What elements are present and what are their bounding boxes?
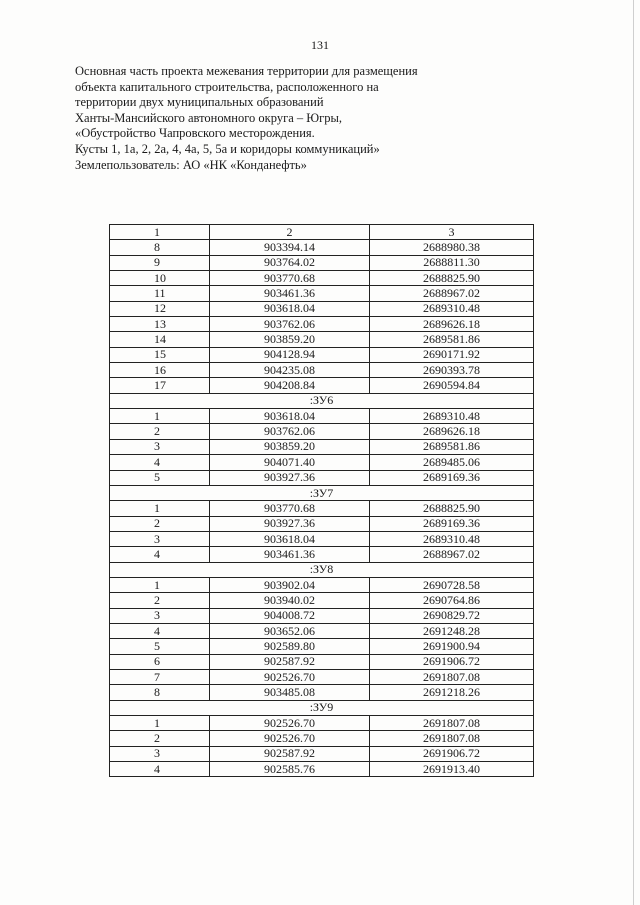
y-coordinate-cell: 2688980.38 [370,240,534,255]
point-number-cell: 15 [110,347,210,362]
x-coordinate-cell: 903652.06 [210,623,370,638]
y-coordinate-cell: 2689169.36 [370,516,534,531]
table-row [110,577,534,592]
x-coordinate-cell: 902526.70 [210,716,370,731]
table-row [110,685,534,700]
point-number-cell: 3 [110,439,210,454]
y-coordinate-cell: 2688967.02 [370,286,534,301]
x-coordinate-cell: 904128.94 [210,347,370,362]
x-coordinate-cell: 903859.20 [210,332,370,347]
table-row [110,654,534,669]
x-coordinate-cell: 903485.08 [210,685,370,700]
y-coordinate-cell: 2690594.84 [370,378,534,393]
y-coordinate-cell: 2689310.48 [370,301,534,316]
y-coordinate-cell: 2690171.92 [370,347,534,362]
point-number-cell: 14 [110,332,210,347]
section-row [110,700,534,715]
x-coordinate-cell: 904008.72 [210,608,370,623]
y-coordinate-cell: 2689581.86 [370,332,534,347]
point-number-cell: 7 [110,669,210,684]
point-number-cell: 8 [110,240,210,255]
table-row [110,746,534,761]
point-number-cell: 10 [110,271,210,286]
point-number-cell: 11 [110,286,210,301]
x-coordinate-cell: 903770.68 [210,271,370,286]
table-row [110,608,534,623]
table-row [110,501,534,516]
x-coordinate-cell: 903461.36 [210,547,370,562]
x-coordinate-cell: 902526.70 [210,669,370,684]
y-coordinate-cell: 2690764.86 [370,593,534,608]
x-coordinate-cell: 904208.84 [210,378,370,393]
y-coordinate-cell: 2691248.28 [370,623,534,638]
point-number-cell: 3 [110,608,210,623]
section-row [110,485,534,500]
table-row [110,255,534,270]
table-row [110,347,534,362]
table-row [110,455,534,470]
table-row [110,332,534,347]
header-cell-y: 3 [370,225,534,240]
table-row [110,317,534,332]
point-number-cell: 1 [110,577,210,592]
point-number-cell: 9 [110,255,210,270]
x-coordinate-cell: 902585.76 [210,762,370,777]
table-row [110,301,534,316]
point-number-cell: 4 [110,623,210,638]
point-number-cell: 4 [110,547,210,562]
point-number-cell: 5 [110,639,210,654]
section-label: :ЗУ6 [110,393,534,408]
y-coordinate-cell: 2688825.90 [370,501,534,516]
y-coordinate-cell: 2691906.72 [370,746,534,761]
table-row [110,762,534,777]
point-number-cell: 5 [110,470,210,485]
point-number-cell: 1 [110,409,210,424]
x-coordinate-cell: 903927.36 [210,516,370,531]
x-coordinate-cell: 902589.80 [210,639,370,654]
x-coordinate-cell: 903461.36 [210,286,370,301]
point-number-cell: 8 [110,685,210,700]
heading-line: территории двух муниципальных образований [75,95,324,110]
heading-line: объекта капитального строительства, расположенного на [75,79,379,94]
section-label: :ЗУ9 [110,700,534,715]
x-coordinate-cell: 903394.14 [210,240,370,255]
table-row [110,470,534,485]
heading-line: «Обустройство Чапровского месторождения. [75,126,315,141]
x-coordinate-cell: 903927.36 [210,470,370,485]
x-coordinate-cell: 903618.04 [210,409,370,424]
table-row [110,639,534,654]
y-coordinate-cell: 2689485.06 [370,455,534,470]
point-number-cell: 13 [110,317,210,332]
point-number-cell: 2 [110,593,210,608]
point-number-cell: 2 [110,516,210,531]
y-coordinate-cell: 2689169.36 [370,470,534,485]
y-coordinate-cell: 2691807.08 [370,669,534,684]
point-number-cell: 3 [110,531,210,546]
document-heading [75,64,435,173]
y-coordinate-cell: 2690829.72 [370,608,534,623]
point-number-cell: 4 [110,455,210,470]
y-coordinate-cell: 2688825.90 [370,271,534,286]
y-coordinate-cell: 2688967.02 [370,547,534,562]
table-row [110,424,534,439]
section-row [110,393,534,408]
point-number-cell: 1 [110,501,210,516]
table-row [110,669,534,684]
x-coordinate-cell: 904071.40 [210,455,370,470]
y-coordinate-cell: 2689310.48 [370,531,534,546]
table-row [110,240,534,255]
x-coordinate-cell: 904235.08 [210,363,370,378]
heading-line: Ханты-Мансийского автономного округа – Югры, [75,110,343,125]
y-coordinate-cell: 2689581.86 [370,439,534,454]
y-coordinate-cell: 2689310.48 [370,409,534,424]
header-cell-x: 2 [210,225,370,240]
point-number-cell: 17 [110,378,210,393]
table-row [110,623,534,638]
point-number-cell: 16 [110,363,210,378]
y-coordinate-cell: 2691900.94 [370,639,534,654]
y-coordinate-cell: 2691807.08 [370,716,534,731]
x-coordinate-cell: 903762.06 [210,424,370,439]
point-number-cell: 2 [110,731,210,746]
table-row [110,363,534,378]
section-label: :ЗУ7 [110,485,534,500]
y-coordinate-cell: 2691218.26 [370,685,534,700]
x-coordinate-cell: 903764.02 [210,255,370,270]
point-number-cell: 2 [110,424,210,439]
y-coordinate-cell: 2691913.40 [370,762,534,777]
x-coordinate-cell: 902526.70 [210,731,370,746]
y-coordinate-cell: 2689626.18 [370,317,534,332]
point-number-cell: 1 [110,716,210,731]
x-coordinate-cell: 903618.04 [210,301,370,316]
table-header-row [110,225,534,240]
point-number-cell: 6 [110,654,210,669]
table-row [110,547,534,562]
x-coordinate-cell: 903762.06 [210,317,370,332]
y-coordinate-cell: 2691906.72 [370,654,534,669]
table-row [110,271,534,286]
table-row [110,731,534,746]
y-coordinate-cell: 2690728.58 [370,577,534,592]
heading-line: Кусты 1, 1а, 2, 2а, 4, 4а, 5, 5а и коридоры коммуникаций» [75,141,380,156]
table-row [110,378,534,393]
x-coordinate-cell: 903618.04 [210,531,370,546]
section-label: :ЗУ8 [110,562,534,577]
heading-line: Землепользователь: АО «НК «Конданефть» [75,157,307,172]
x-coordinate-cell: 903940.02 [210,593,370,608]
point-number-cell: 4 [110,762,210,777]
y-coordinate-cell: 2689626.18 [370,424,534,439]
heading-line: Основная часть проекта межевания территории для размещения [75,64,418,78]
x-coordinate-cell: 903902.04 [210,577,370,592]
x-coordinate-cell: 903859.20 [210,439,370,454]
table-row [110,516,534,531]
x-coordinate-cell: 902587.92 [210,746,370,761]
y-coordinate-cell: 2690393.78 [370,363,534,378]
x-coordinate-cell: 903770.68 [210,501,370,516]
table-row [110,286,534,301]
y-coordinate-cell: 2688811.30 [370,255,534,270]
x-coordinate-cell: 902587.92 [210,654,370,669]
header-cell-number: 1 [110,225,210,240]
coordinates-table [109,224,534,777]
point-number-cell: 3 [110,746,210,761]
page-number: 131 [311,38,329,52]
margin-line [633,0,634,905]
table-row [110,531,534,546]
table-row [110,439,534,454]
table-row [110,409,534,424]
section-row [110,562,534,577]
table-row [110,593,534,608]
point-number-cell: 12 [110,301,210,316]
table-row [110,716,534,731]
y-coordinate-cell: 2691807.08 [370,731,534,746]
